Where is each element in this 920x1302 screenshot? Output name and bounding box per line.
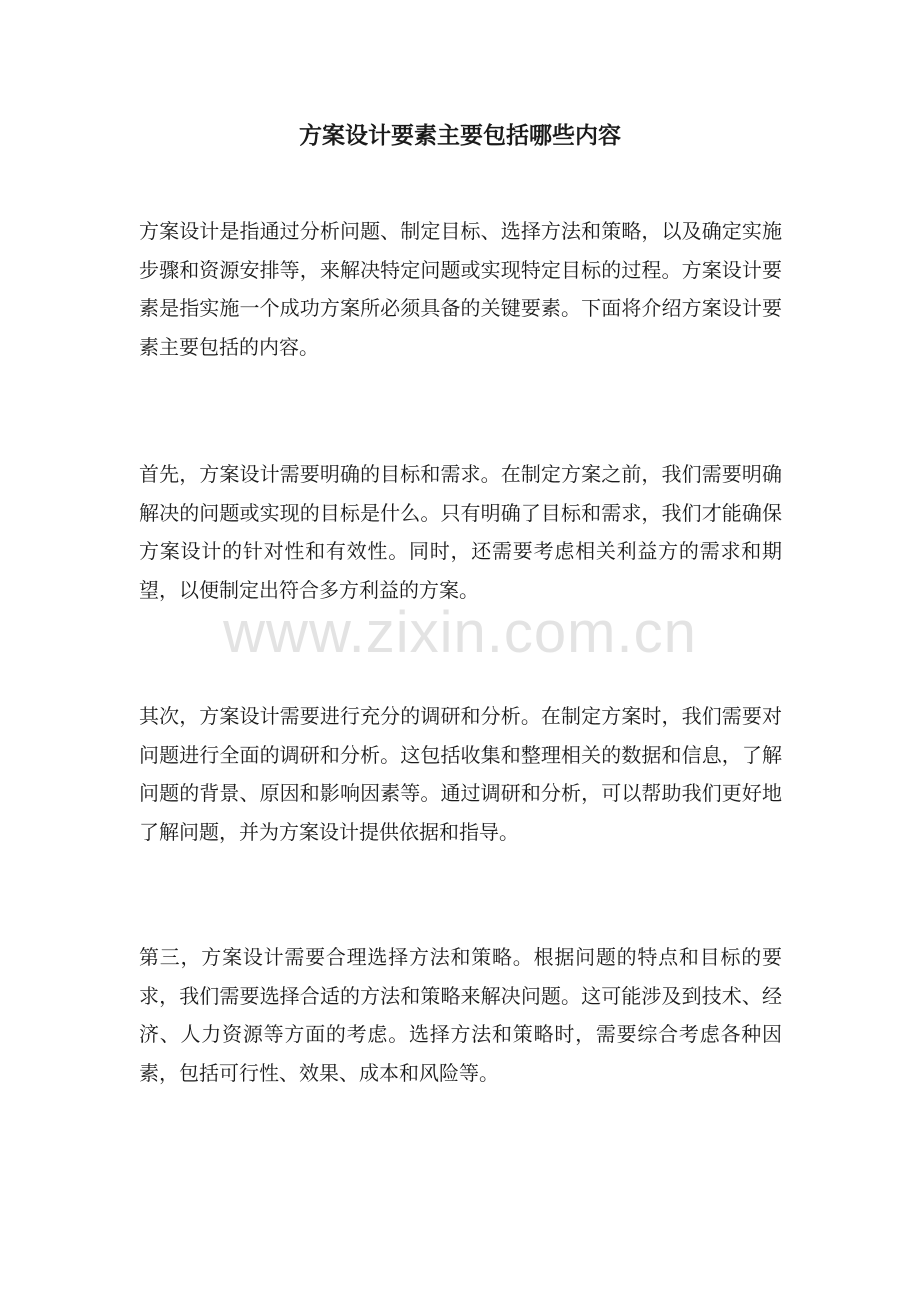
document-title: 方案设计要素主要包括哪些内容 <box>299 122 621 149</box>
paragraph-intro: 方案设计是指通过分析问题、制定目标、选择方法和策略，以及确定实施步骤和资源安排等，来解决特定问题或实现特定目标的过程。方案设计要素是指实施一个成功方案所必须具备的关键要素。下面将介绍方案设计要素主要包括的内容。 <box>139 219 782 359</box>
paragraph-first: 首先，方案设计需要明确的目标和需求。在制定方案之前，我们需要明确解决的问题或实现的目标是什么。只有明确了目标和需求，我们才能确保方案设计的针对性和有效性。同时，还需要考虑相关利益方的需求和期望，以便制定出符合多方利益的方案。 <box>139 462 782 602</box>
watermark: www.zixin.com.cn <box>223 600 697 665</box>
paragraph-second: 其次，方案设计需要进行充分的调研和分析。在制定方案时，我们需要对问题进行全面的调研和分析。这包括收集和整理相关的数据和信息，了解问题的背景、原因和影响因素等。通过调研和分析，可以帮助我们更好地了解问题，并为方案设计提供依据和指导。 <box>139 704 782 844</box>
paragraph-third: 第三，方案设计需要合理选择方法和策略。根据问题的特点和目标的要求，我们需要选择合适的方法和策略来解决问题。这可能涉及到技术、经济、人力资源等方面的考虑。选择方法和策略时，需要综合考虑各种因素，包括可行性、效果、成本和风险等。 <box>139 945 782 1085</box>
